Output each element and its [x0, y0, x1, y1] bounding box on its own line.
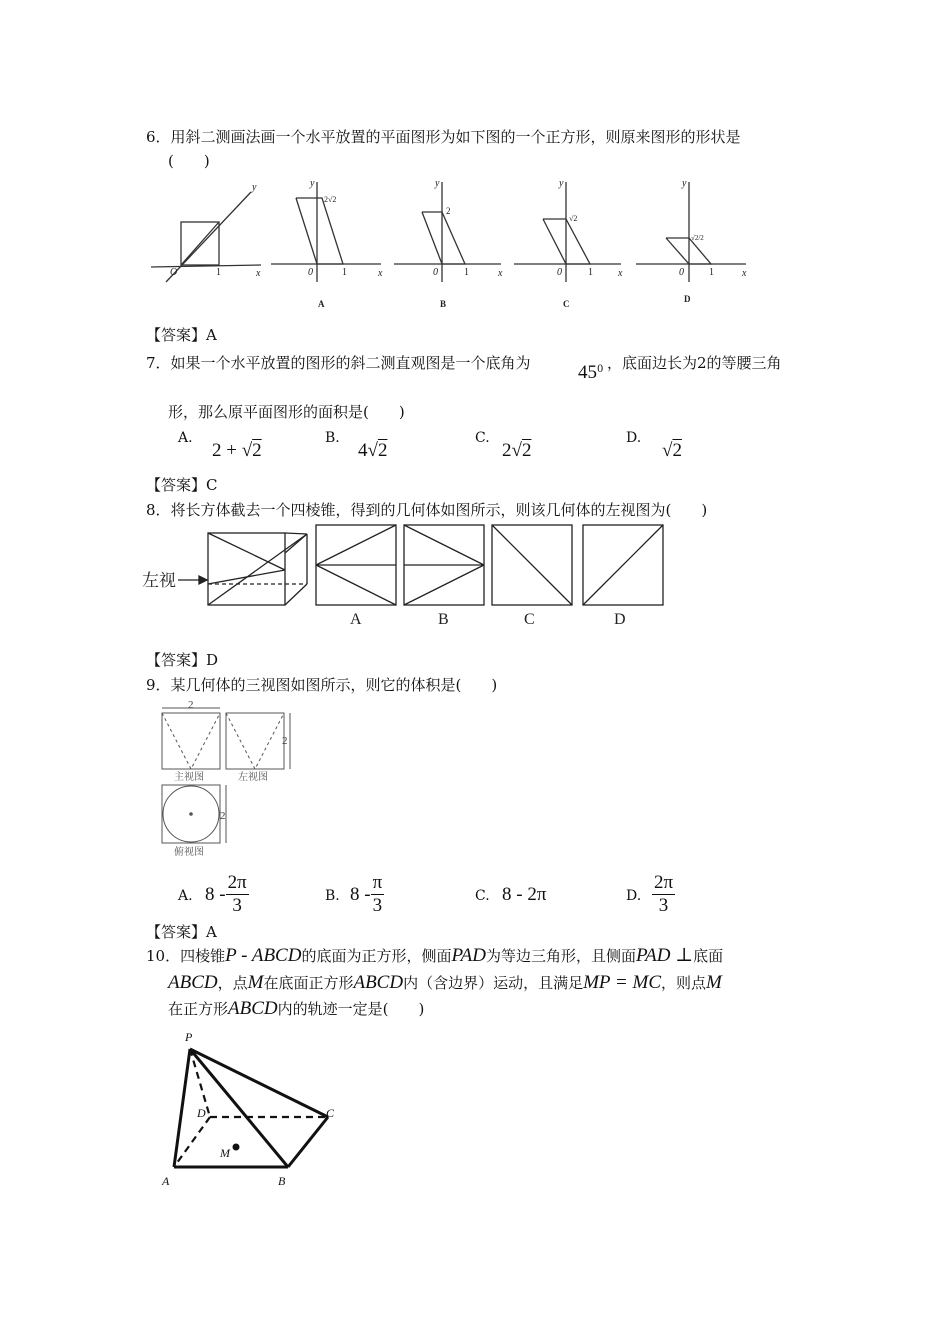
q10-point-m — [233, 1144, 240, 1151]
q10-l3-m1: ABCD — [228, 998, 278, 1019]
q7-angle-exp: 0 — [597, 364, 604, 375]
q6-o-label-0: O — [170, 267, 178, 278]
q7-stem-c: 形，那么原平面图形的面积是( ) — [168, 403, 405, 421]
q7-option-d-label: D. — [626, 430, 642, 446]
q10-label-m: M — [220, 1146, 230, 1160]
q6-val-a: 2√2 — [324, 195, 337, 204]
q6-o-label-a: 0 — [308, 267, 313, 278]
q6-fig-label-d: D — [684, 294, 691, 304]
q9-dim-side: 2 — [282, 735, 288, 747]
q6-x-label-0: x — [256, 268, 261, 279]
q9-center-dot — [189, 812, 193, 816]
q9-option-b — [350, 872, 384, 917]
q10-l2-m4: MP = MC — [583, 972, 662, 993]
q10-l1-c: 为等边三角形，且侧面 — [485, 947, 636, 965]
q6-val-b: 2 — [446, 206, 451, 216]
q6-answer: 【答案】A — [146, 326, 217, 344]
q6-o-label-c: 0 — [557, 267, 562, 278]
q6-y-label-b: y — [435, 178, 440, 189]
q6-one-label-c: 1 — [588, 267, 593, 278]
q8-label-a: A — [350, 611, 362, 628]
q7-answer: 【答案】C — [146, 476, 218, 494]
q10-l1-a: 10．四棱锥 — [146, 947, 226, 965]
q9-top-label: 俯视图 — [174, 847, 204, 858]
q7-option-d: √2 — [662, 440, 682, 461]
q9-option-c: 8 - 2π — [502, 884, 547, 905]
q6-y-label-c: y — [559, 178, 564, 189]
q6-fig-label-a: A — [318, 299, 325, 309]
q8-label-d: D — [614, 611, 626, 628]
q10-l3-a: 在正方形 — [168, 1000, 229, 1018]
q7-option-c: 2√2 — [502, 440, 532, 461]
q10-l1-b: 的底面为正方形，侧面 — [301, 947, 452, 965]
q10-label-a: A — [162, 1174, 170, 1188]
q7-option-b: 4√2 — [358, 440, 388, 461]
q6-y-label-a: y — [310, 178, 315, 189]
q7-option-a: 2 + √2 — [212, 440, 262, 461]
q10-label-c: C — [326, 1106, 335, 1120]
q10-label-b: B — [278, 1174, 286, 1188]
q7-option-c-before: 2 — [502, 440, 512, 461]
q6-val-c: √2 — [569, 214, 578, 223]
q6-one-label-0: 1 — [216, 267, 221, 278]
q9-option-d-frac — [652, 872, 675, 917]
q10-l2-b: 在底面正方形 — [263, 974, 354, 992]
q6-x-label-c: x — [618, 268, 623, 279]
q7-option-b-rad: 2 — [377, 440, 388, 461]
q6-figures — [146, 172, 761, 317]
q10-label-p: P — [185, 1030, 193, 1044]
q9-option-d-label: D. — [626, 888, 642, 904]
q10-label-d: D — [197, 1106, 206, 1120]
q10-l3-b: 内的轨迹一定是( ) — [277, 1000, 425, 1018]
q7-option-b-before: 4 — [358, 440, 368, 461]
q9-answer: 【答案】A — [146, 923, 217, 941]
q6-paren: ( ) — [168, 152, 210, 170]
q6-fig-label-b: B — [440, 299, 447, 309]
q9-front-label: 主视图 — [174, 772, 204, 783]
q9-option-a-lead: 8 - — [205, 883, 226, 905]
q6-one-label-b: 1 — [464, 267, 469, 278]
q10-l2-m2: M — [247, 972, 264, 993]
q6-one-label-a: 1 — [342, 267, 347, 278]
q9-three-views — [150, 700, 315, 862]
q10-line-1 — [146, 946, 723, 966]
q7-option-c-label: C. — [475, 430, 490, 446]
q9-option-c-label: C. — [475, 888, 490, 904]
q10-l1-m2: PAD — [451, 945, 486, 966]
q10-l2-d: ，则点 — [661, 974, 707, 992]
q10-l2-c: 内（含边界）运动，且满足 — [403, 974, 584, 992]
q9-option-a-label: A. — [178, 888, 193, 904]
q6-fig-label-c: C — [563, 299, 570, 309]
q9-option-d — [652, 872, 675, 917]
q9-option-b-num: π — [372, 872, 383, 893]
q6-o-label-b: 0 — [433, 267, 438, 278]
q9-side-label: 左视图 — [238, 772, 268, 783]
q9-option-a — [205, 872, 249, 917]
q9-option-b-lead: 8 - — [350, 883, 371, 905]
q10-l2-m5: M — [706, 972, 722, 993]
q8-stem: 8．将长方体截去一个四棱锥，得到的几何体如图所示，则该几何体的左视图为( ) — [146, 501, 708, 519]
q6-y-label-0: y — [252, 182, 257, 193]
q10-line-2 — [168, 973, 722, 993]
q7-stem-b: ，底面边长为2的等腰三角 — [607, 354, 782, 372]
q8-answer: 【答案】D — [146, 651, 219, 669]
q7-stem-a: 7．如果一个水平放置的图形的斜二测直观图是一个底角为 — [146, 354, 531, 372]
q9-option-a-den: 3 — [232, 895, 242, 916]
q9-option-b-label: B. — [325, 888, 340, 904]
q9-option-a-frac — [226, 872, 249, 917]
q8-left-view-label: 左视 — [142, 571, 176, 591]
q9-option-b-frac — [371, 872, 385, 917]
q7-option-a-before: 2 + — [212, 440, 242, 461]
q6-stem — [146, 127, 741, 147]
q7-option-c-rad: 2 — [521, 440, 532, 461]
q9-option-d-den: 3 — [658, 895, 669, 916]
q8-figures — [140, 522, 670, 632]
q10-pyramid-figure — [150, 1025, 350, 1195]
q7-angle — [578, 362, 603, 384]
q6-one-label-d: 1 — [709, 267, 714, 278]
q10-l2-m3: ABCD — [353, 972, 404, 993]
q7-angle-base: 45 — [578, 362, 597, 383]
q6-o-label-d: 0 — [679, 267, 684, 278]
q6-val-d: √2/2 — [691, 234, 704, 242]
q10-l1-m1: P - ABCD — [225, 945, 302, 966]
q7-option-b-label: B. — [325, 430, 340, 446]
q10-l2-m1: ABCD — [168, 972, 218, 993]
q8-label-b: B — [438, 611, 449, 628]
q6-x-label-b: x — [498, 268, 503, 279]
q10-l1-m3: PAD ⊥ — [635, 945, 694, 966]
q6-x-label-d: x — [742, 268, 747, 279]
q10-l2-a: ，点 — [217, 974, 248, 992]
q6-text: 6．用斜二测画法画一个水平放置的平面图形为如下图的一个正方形，则原来图形的形状是 — [146, 128, 741, 146]
q8-label-c: C — [524, 611, 535, 628]
q9-stem: 9．某几何体的三视图如图所示，则它的体积是( ) — [146, 676, 498, 694]
q9-dim-top: 2 — [188, 700, 194, 711]
q7-option-d-rad: 2 — [672, 440, 682, 461]
q6-y-label-d: y — [682, 178, 687, 189]
q7-option-a-rad: 2 — [252, 440, 262, 461]
q9-dim-top-view: 2 — [220, 810, 226, 822]
q9-option-d-num: 2π — [654, 872, 674, 893]
q9-option-b-den: 3 — [372, 895, 383, 916]
q7-option-a-label: A. — [178, 430, 193, 446]
q9-option-a-num: 2π — [227, 872, 247, 893]
q6-x-label-a: x — [378, 268, 383, 279]
q10-l1-d: 底面 — [693, 947, 724, 965]
q10-line-3 — [168, 999, 424, 1019]
